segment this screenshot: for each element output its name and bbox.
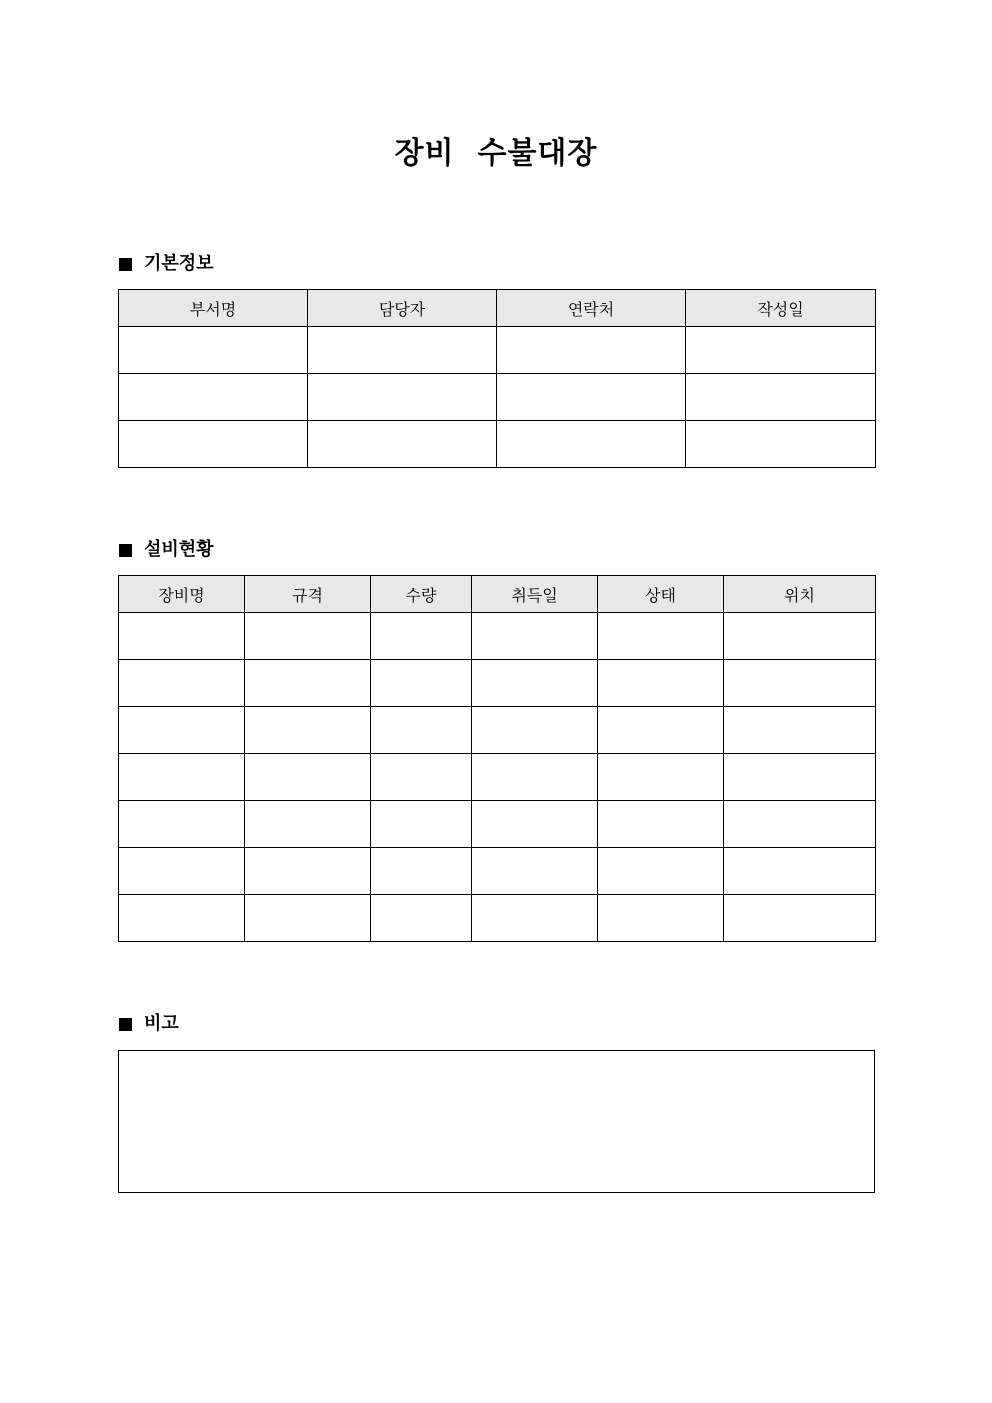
table-cell[interactable] — [724, 801, 876, 848]
table-cell[interactable] — [371, 801, 472, 848]
table-row — [119, 754, 876, 801]
column-header-manager: 담당자 — [308, 290, 497, 327]
table-cell[interactable] — [724, 895, 876, 942]
table-row — [119, 848, 876, 895]
table-cell[interactable] — [497, 421, 686, 468]
table-cell[interactable] — [308, 327, 497, 374]
column-header-acquisition-date: 취득일 — [472, 576, 598, 613]
table-cell[interactable] — [497, 374, 686, 421]
table-cell[interactable] — [119, 327, 308, 374]
equipment-status-heading — [119, 538, 214, 562]
table-cell[interactable] — [472, 660, 598, 707]
column-header-spec: 규격 — [245, 576, 371, 613]
table-cell[interactable] — [472, 707, 598, 754]
table-cell[interactable] — [245, 754, 371, 801]
table-cell[interactable] — [119, 895, 245, 942]
table-cell[interactable] — [686, 374, 876, 421]
table-cell[interactable] — [119, 754, 245, 801]
table-cell[interactable] — [598, 660, 724, 707]
table-cell[interactable] — [245, 660, 371, 707]
table-header-row — [119, 576, 876, 613]
table-cell[interactable] — [119, 613, 245, 660]
table-row — [119, 801, 876, 848]
table-cell[interactable] — [119, 848, 245, 895]
table-cell[interactable] — [308, 374, 497, 421]
table-cell[interactable] — [472, 613, 598, 660]
table-cell[interactable] — [245, 801, 371, 848]
table-cell[interactable] — [245, 895, 371, 942]
table-cell[interactable] — [472, 801, 598, 848]
column-header-department: 부서명 — [119, 290, 308, 327]
table-cell[interactable] — [724, 613, 876, 660]
table-cell[interactable] — [119, 374, 308, 421]
table-cell[interactable] — [598, 895, 724, 942]
table-cell[interactable] — [119, 421, 308, 468]
table-cell[interactable] — [724, 848, 876, 895]
square-bullet-icon — [119, 258, 132, 271]
table-cell[interactable] — [472, 895, 598, 942]
table-cell[interactable] — [371, 754, 472, 801]
table-cell[interactable] — [472, 848, 598, 895]
table-cell[interactable] — [119, 660, 245, 707]
table-cell[interactable] — [245, 613, 371, 660]
table-cell[interactable] — [686, 421, 876, 468]
column-header-condition: 상태 — [598, 576, 724, 613]
table-cell[interactable] — [371, 660, 472, 707]
table-cell[interactable] — [371, 895, 472, 942]
basic-info-heading — [119, 252, 214, 276]
table-cell[interactable] — [598, 707, 724, 754]
document-title: 장비 수불대장 — [394, 136, 598, 171]
table-row — [119, 374, 876, 421]
square-bullet-icon — [119, 544, 132, 557]
table-header-row — [119, 290, 876, 327]
table-cell[interactable] — [724, 707, 876, 754]
remarks-heading — [119, 1012, 179, 1036]
table-row — [119, 895, 876, 942]
table-cell[interactable] — [119, 707, 245, 754]
equipment-status-table — [118, 575, 876, 942]
table-cell[interactable] — [371, 707, 472, 754]
equipment-status-heading-label: 설비현황 — [144, 539, 214, 560]
table-cell[interactable] — [245, 848, 371, 895]
table-row — [119, 613, 876, 660]
square-bullet-icon — [119, 1018, 132, 1031]
table-cell[interactable] — [598, 848, 724, 895]
table-row — [119, 660, 876, 707]
column-header-equipment-name: 장비명 — [119, 576, 245, 613]
table-cell[interactable] — [724, 660, 876, 707]
table-cell[interactable] — [371, 848, 472, 895]
table-cell[interactable] — [119, 801, 245, 848]
table-cell[interactable] — [724, 754, 876, 801]
table-row — [119, 421, 876, 468]
column-header-date-written: 작성일 — [686, 290, 876, 327]
table-cell[interactable] — [497, 327, 686, 374]
basic-info-heading-label: 기본정보 — [144, 253, 214, 274]
column-header-contact: 연락처 — [497, 290, 686, 327]
table-cell[interactable] — [245, 707, 371, 754]
table-cell[interactable] — [598, 801, 724, 848]
remarks-heading-label: 비고 — [144, 1013, 179, 1034]
table-cell[interactable] — [686, 327, 876, 374]
column-header-quantity: 수량 — [371, 576, 472, 613]
table-row — [119, 327, 876, 374]
column-header-location: 위치 — [724, 576, 876, 613]
table-cell[interactable] — [308, 421, 497, 468]
table-cell[interactable] — [371, 613, 472, 660]
remarks-box[interactable] — [118, 1050, 875, 1193]
table-cell[interactable] — [598, 613, 724, 660]
table-cell[interactable] — [472, 754, 598, 801]
table-row — [119, 707, 876, 754]
table-cell[interactable] — [598, 754, 724, 801]
basic-info-table — [118, 289, 876, 468]
